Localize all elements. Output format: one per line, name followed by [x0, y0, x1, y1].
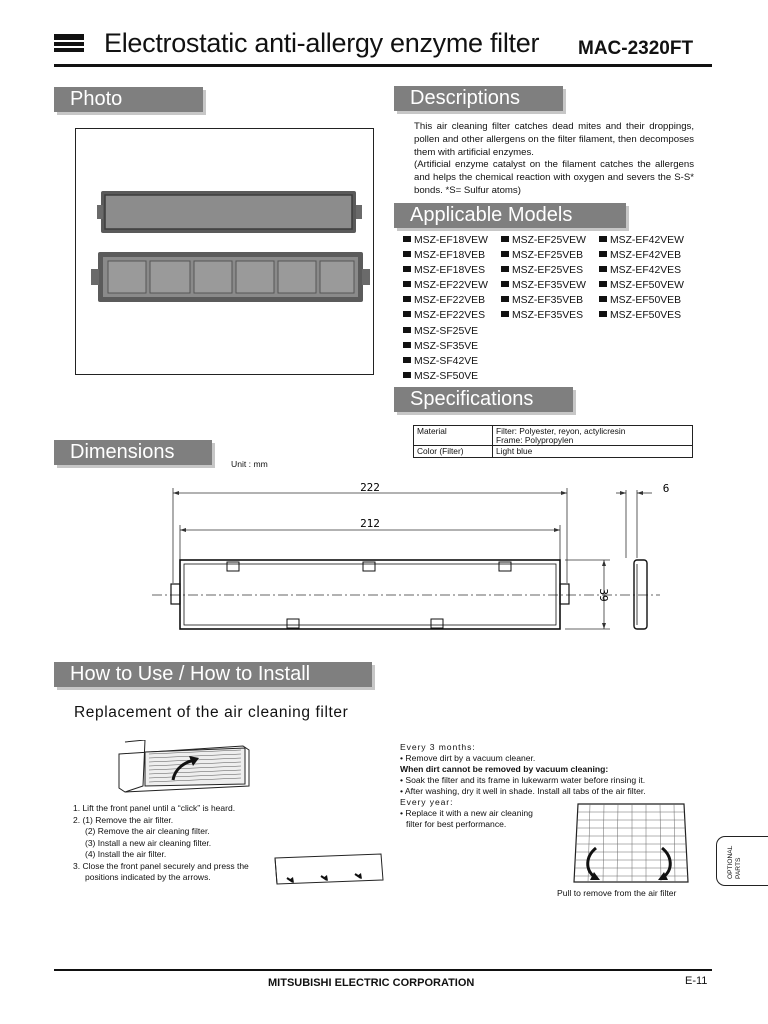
model-item: MSZ-EF18VEB: [403, 248, 488, 263]
page-number: E-11: [685, 975, 708, 987]
model-item: MSZ-EF42VEW: [599, 233, 684, 248]
every-3-months-item: • Remove dirt by a vacuum cleaner.: [400, 753, 536, 763]
model-item: MSZ-EF25VEW: [501, 233, 586, 248]
step: 2. (1) Remove the air filter.: [73, 814, 174, 825]
step: (2) Remove the air cleaning filter.: [85, 826, 210, 836]
section-specifications-heading: Specifications: [394, 387, 573, 412]
side-tab-line2: PARTS: [734, 857, 742, 879]
spec-value: [493, 426, 693, 446]
filter-side-view: [634, 560, 647, 629]
dirt-heading: When dirt cannot be removed by vacuum cleaning:: [400, 764, 609, 774]
every-year-item: filter for best performance.: [406, 819, 507, 829]
model-column-3: [599, 233, 684, 324]
dim-height: 39: [597, 588, 610, 602]
model-item: MSZ-EF22VES: [403, 308, 488, 323]
model-item: MSZ-EF25VEB: [501, 248, 586, 263]
spec-label: Color (Filter): [414, 446, 493, 458]
footer-rule: [54, 969, 712, 971]
model-item: MSZ-EF35VES: [501, 308, 586, 323]
step: (4) Install the air filter.: [85, 849, 167, 859]
model-item: MSZ-SF50VE: [403, 369, 488, 384]
indoor-unit-closed-illustration: [273, 852, 385, 888]
model-item: MSZ-EF35VEB: [501, 293, 586, 308]
optional-parts-tab: [716, 836, 768, 886]
model-item: MSZ-EF50VEB: [599, 293, 684, 308]
model-item: MSZ-EF35VEW: [501, 278, 586, 293]
pull-caption: Pull to remove from the air filter: [557, 888, 677, 898]
header-rule: [54, 64, 712, 67]
dim-thickness: 6: [662, 482, 670, 495]
model-item: MSZ-SF42VE: [403, 354, 488, 369]
every-3-months-heading: Every 3 months:: [400, 742, 476, 752]
dirt-item: • Soak the filter and its frame in lukewarm water before rinsing it.: [400, 775, 646, 785]
model-item: MSZ-EF18VES: [403, 263, 488, 278]
filter-photo: [75, 128, 374, 375]
air-filter-illustration: [566, 800, 692, 886]
step: 1. Lift the front panel until a “click” is heard.: [73, 803, 236, 813]
section-photo-heading: Photo: [54, 87, 203, 112]
spec-material-frame: Frame: Polypropylen: [496, 434, 574, 445]
filter-top-image: [97, 191, 362, 233]
section-howto-heading: How to Use / How to Install: [54, 662, 372, 687]
model-item: MSZ-EF42VEB: [599, 248, 684, 263]
model-item: MSZ-EF42VES: [599, 263, 684, 278]
model-number: MAC-2320FT: [578, 38, 694, 59]
page-title: Electrostatic anti-allergy enzyme filter: [104, 28, 540, 58]
header-logo-icon: [54, 34, 84, 58]
model-item: MSZ-SF35VE: [403, 339, 488, 354]
spec-row-color: [414, 446, 693, 458]
step: 3. Close the front panel securely and press the: [73, 860, 249, 871]
dim-inner-length: 212: [360, 517, 380, 530]
model-item: MSZ-EF22VEB: [403, 293, 488, 308]
side-tab-label: [727, 846, 742, 879]
every-year-item: • Replace it with a new air cleaning: [400, 808, 533, 818]
section-models-heading: Applicable Models: [394, 203, 626, 228]
unit-label: Unit : mm: [231, 459, 268, 469]
dirt-item: • After washing, dry it well in shade. Install all tabs of the air filter.: [400, 786, 646, 796]
model-item: MSZ-EF50VES: [599, 308, 684, 323]
spec-value: Light blue: [493, 446, 693, 458]
dim-overall-length: 222: [360, 481, 380, 494]
description-note: (Artificial enzyme catalyst on the filament catches the allergens and helps the chemical reaction with oxygen and severs the S-S* bonds. *S= Sulfur atoms): [414, 159, 694, 196]
step: (3) Install a new air cleaning filter.: [85, 837, 212, 848]
model-item: MSZ-SF25VE: [403, 324, 488, 339]
description-text: [414, 121, 694, 198]
description-paragraph: This air cleaning filter catches dead mites and their droppings, pollen and other allergens on the filter filament, then decomposes them with artificial enzymes.: [414, 121, 694, 158]
filter-front-view: [171, 560, 569, 629]
install-steps: [73, 803, 273, 884]
spec-material-filter: Filter: Polyester, reyon, actylicresin: [496, 426, 626, 436]
filter-photo-illustration: [76, 129, 373, 374]
every-year-heading: Every year:: [400, 797, 454, 807]
model-column-1: [403, 233, 488, 384]
section-descriptions-heading: Descriptions: [394, 86, 563, 111]
footer-company: MITSUBISHI ELECTRIC CORPORATION: [268, 977, 475, 989]
model-item: MSZ-EF18VEW: [403, 233, 488, 248]
side-tab-line1: OPTIONAL: [727, 845, 734, 879]
indoor-unit-open-illustration: [115, 740, 255, 798]
spec-label: Material: [414, 426, 493, 446]
step: positions indicated by the arrows.: [85, 872, 211, 882]
model-item: MSZ-EF50VEW: [599, 278, 684, 293]
dimension-drawing: [140, 480, 700, 645]
model-item: MSZ-EF22VEW: [403, 278, 488, 293]
model-item: MSZ-EF25VES: [501, 263, 586, 278]
filter-bottom-image: [91, 252, 370, 302]
section-dimensions-heading: Dimensions: [54, 440, 212, 465]
model-column-2: [501, 233, 586, 324]
howto-subtitle: Replacement of the air cleaning filter: [74, 704, 349, 721]
spec-row-material: [414, 426, 693, 446]
spec-table: [413, 425, 693, 458]
